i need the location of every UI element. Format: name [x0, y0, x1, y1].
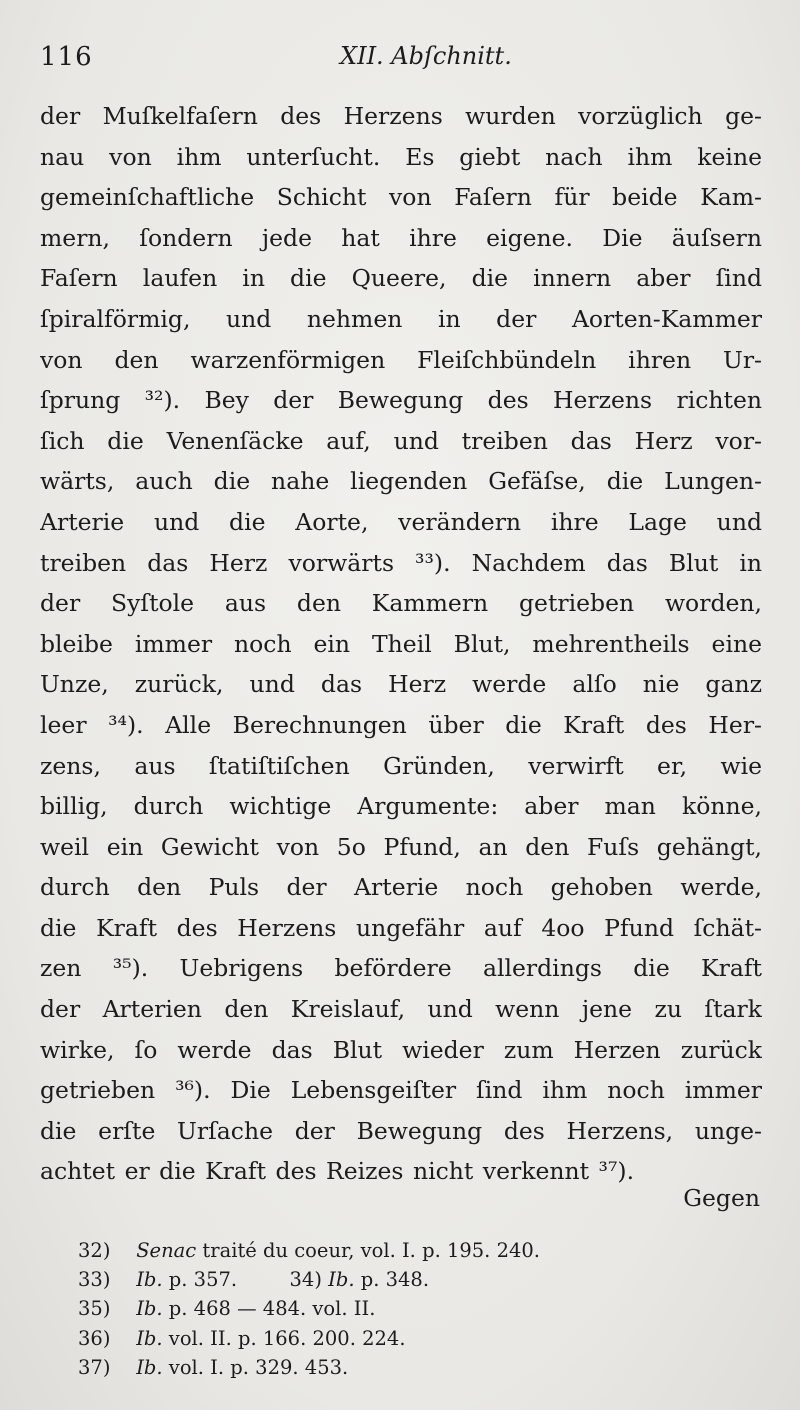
text-line: weil ein Gewicht von 5o Pfund, an den Fuſs gehängt,: [40, 832, 762, 861]
text-line: der Syſtole aus den Kammern getrieben worden,: [40, 589, 762, 618]
footnote-source: Ib.: [136, 1297, 163, 1321]
text-line: ſprung ³²). Bey der Bewegung des Herzens richten: [40, 386, 762, 415]
footnote-number: 34): [289, 1268, 322, 1292]
footnote-text: traité du coeur, vol. I. p. 195. 240.: [202, 1239, 540, 1262]
text-line: ſpiralförmig, und nehmen in der Aorten-Kammer: [40, 304, 762, 333]
text-line: zen ³⁵). Uebrigens befördere allerdings die Kraft: [40, 954, 762, 983]
text-line: leer ³⁴). Alle Berechnungen über die Kraft des Her-: [40, 710, 762, 739]
text-line: gemeinſchaftliche Schicht von Faſern für beide Kam-: [40, 183, 762, 212]
footnote-text: p. 348.: [360, 1268, 430, 1292]
text-line: Unze, zurück, und das Herz werde alſo nie ganz: [40, 670, 762, 699]
footnote-source: Ib.: [136, 1268, 163, 1292]
footnote: [78, 1265, 678, 1294]
footnote-text: p. 357.: [168, 1268, 238, 1292]
footnote-text: vol. II. p. 166. 200. 224.: [168, 1326, 406, 1350]
text-line: von den warzenförmigen Fleiſchbündeln ihren Ur-: [40, 345, 762, 374]
footnote: [78, 1294, 678, 1323]
running-head: XII. Abſchnitt.: [340, 42, 512, 70]
footnote: [78, 1236, 678, 1265]
text-line: ſich die Venenſäcke auf, und treiben das Herz vor-: [40, 426, 762, 455]
footnote-number: 33): [78, 1268, 111, 1292]
text-line: treiben das Herz vorwärts ³³). Nachdem das Blut in: [40, 548, 762, 577]
text-line: billig, durch wichtige Argumente: aber man könne,: [40, 792, 762, 821]
footnote-source: Senac: [136, 1239, 197, 1262]
footnote-text: p. 468 — 484. vol. II.: [168, 1297, 376, 1321]
footnote-number: 32): [78, 1239, 111, 1262]
text-line: die Kraft des Herzens ungefähr auf 4oo Pfund ſchät-: [40, 913, 762, 942]
text-line: nau von ihm unterſucht. Es giebt nach ihm keine: [40, 142, 762, 171]
text-line: wirke, ſo werde das Blut wieder zum Herzen zurück: [40, 1035, 762, 1064]
footnote-source: Ib.: [136, 1355, 163, 1379]
footnote: [78, 1324, 678, 1353]
text-line: getrieben ³⁶). Die Lebensgeiſter ſind ihm noch immer: [40, 1076, 762, 1105]
text-line: durch den Puls der Arterie noch gehoben werde,: [40, 873, 762, 902]
text-line: mern, ſondern jede hat ihre eigene. Die äuſsern: [40, 223, 762, 252]
text-line: bleibe immer noch ein Theil Blut, mehrentheils eine: [40, 629, 762, 658]
footnote-source: Ib.: [136, 1326, 163, 1350]
text-line: die erſte Urſache der Bewegung des Herzens, unge-: [40, 1116, 762, 1145]
footnote-number: 36): [78, 1326, 111, 1350]
page-header: [40, 36, 760, 76]
text-line: Faſern laufen in die Queere, die innern aber ſind: [40, 264, 762, 293]
body-text: [40, 96, 762, 1192]
text-line: achtet er die Kraft des Reizes nicht verkennt ³⁷).: [40, 1157, 635, 1186]
text-line: wärts, auch die nahe liegenden Gefäſse, die Lungen-: [40, 467, 762, 496]
footnote: [78, 1353, 678, 1382]
footnote-text: vol. I. p. 329. 453.: [168, 1355, 349, 1379]
footnotes: [78, 1236, 678, 1382]
text-line: zens, aus ſtatiſtiſchen Gründen, verwirft er, wie: [40, 751, 762, 780]
footnote-source: Ib.: [328, 1268, 355, 1292]
page-number: 116: [40, 42, 93, 72]
text-line: Arterie und die Aorte, verändern ihre Lage und: [40, 507, 762, 536]
text-line: der Arterien den Kreislauf, und wenn jene zu ſtark: [40, 995, 762, 1024]
footnote-number: 35): [78, 1297, 111, 1321]
catchword: Gegen: [683, 1184, 760, 1212]
text-line: der Muſkelfaſern des Herzens wurden vorzüglich ge-: [40, 102, 762, 130]
footnote-number: 37): [78, 1355, 111, 1379]
